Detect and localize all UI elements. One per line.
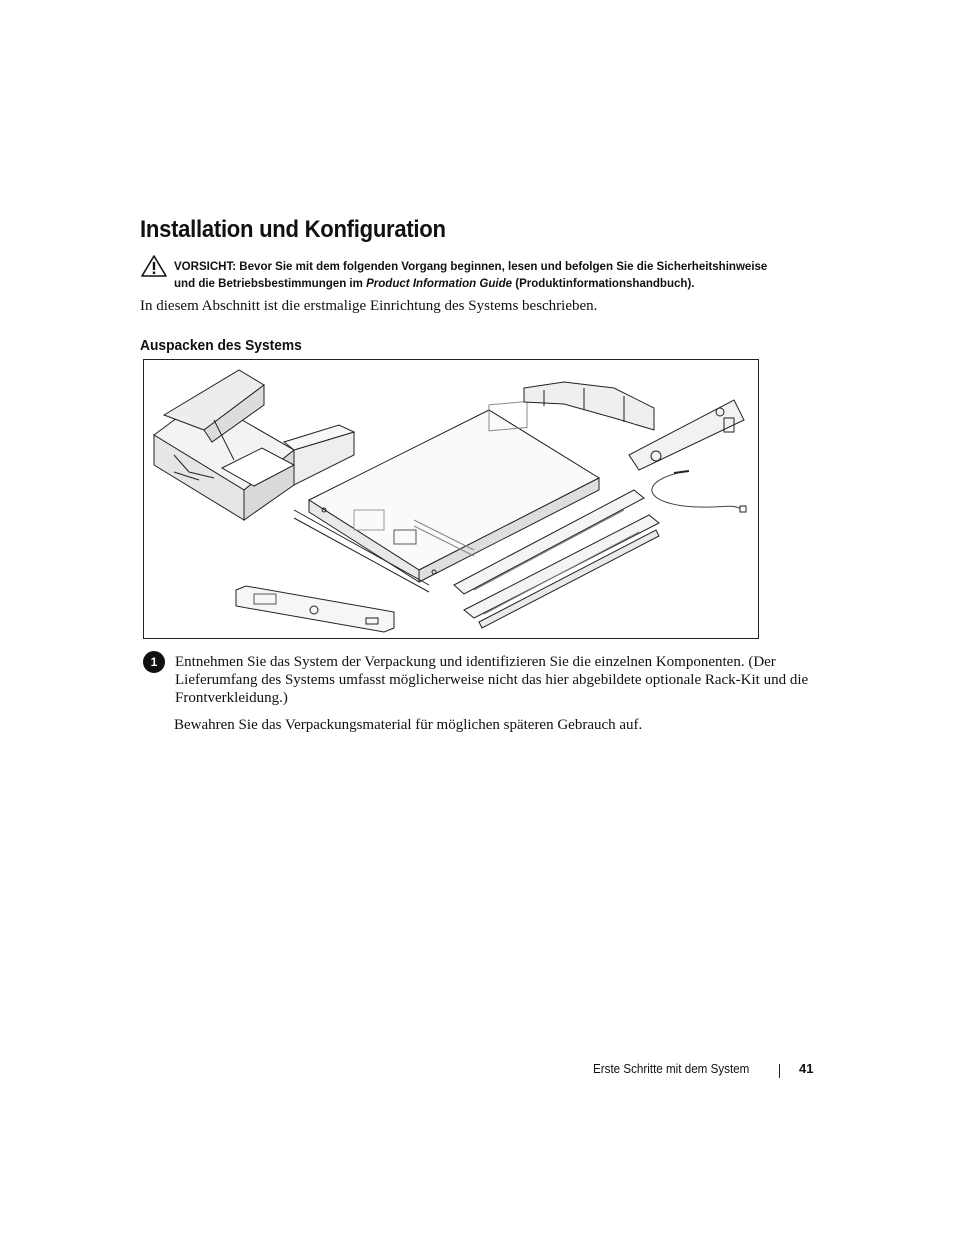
caution-guide-title: Product Information Guide bbox=[366, 276, 513, 290]
step-number-badge: 1 bbox=[143, 651, 165, 673]
caution-label: VORSICHT: bbox=[174, 259, 237, 273]
section-heading: Auspacken des Systems bbox=[140, 337, 302, 354]
step-text: Entnehmen Sie das System der Verpackung und identifizieren Sie die einzelnen Komponenten. (Der Lieferumfang des Systems umfasst möglicherweise nicht das hier abgebildete optionale Rack-Kit und die Frontverkleidung.) bbox=[175, 654, 809, 706]
warning-triangle-icon bbox=[140, 254, 168, 278]
cable-illustration bbox=[652, 471, 746, 512]
footer-page-number: 41 bbox=[799, 1061, 814, 1076]
front-bezel-illustration bbox=[236, 586, 394, 632]
footer-chapter-title: Erste Schritte mit dem System bbox=[593, 1062, 750, 1076]
caution-text-part2: (Produktinformationshandbuch). bbox=[512, 276, 695, 290]
intro-paragraph: In diesem Abschnitt ist die erstmalige Einrichtung des Systems beschrieben. bbox=[140, 298, 598, 314]
caution-text-part1: Bevor Sie mit dem folgenden Vorgang beginnen, lesen und befolgen Sie die Sicherheitshinweise und die Betriebsbestimmungen im bbox=[174, 259, 768, 290]
footer-separator bbox=[779, 1064, 780, 1078]
caution-notice bbox=[174, 258, 769, 292]
step-note: Bewahren Sie das Verpackungsmaterial für möglichen späteren Gebrauch auf. bbox=[174, 717, 643, 733]
page-title: Installation und Konfiguration bbox=[140, 216, 446, 243]
unpacking-illustration bbox=[143, 359, 759, 639]
cable-management-arm-illustration bbox=[524, 382, 654, 430]
